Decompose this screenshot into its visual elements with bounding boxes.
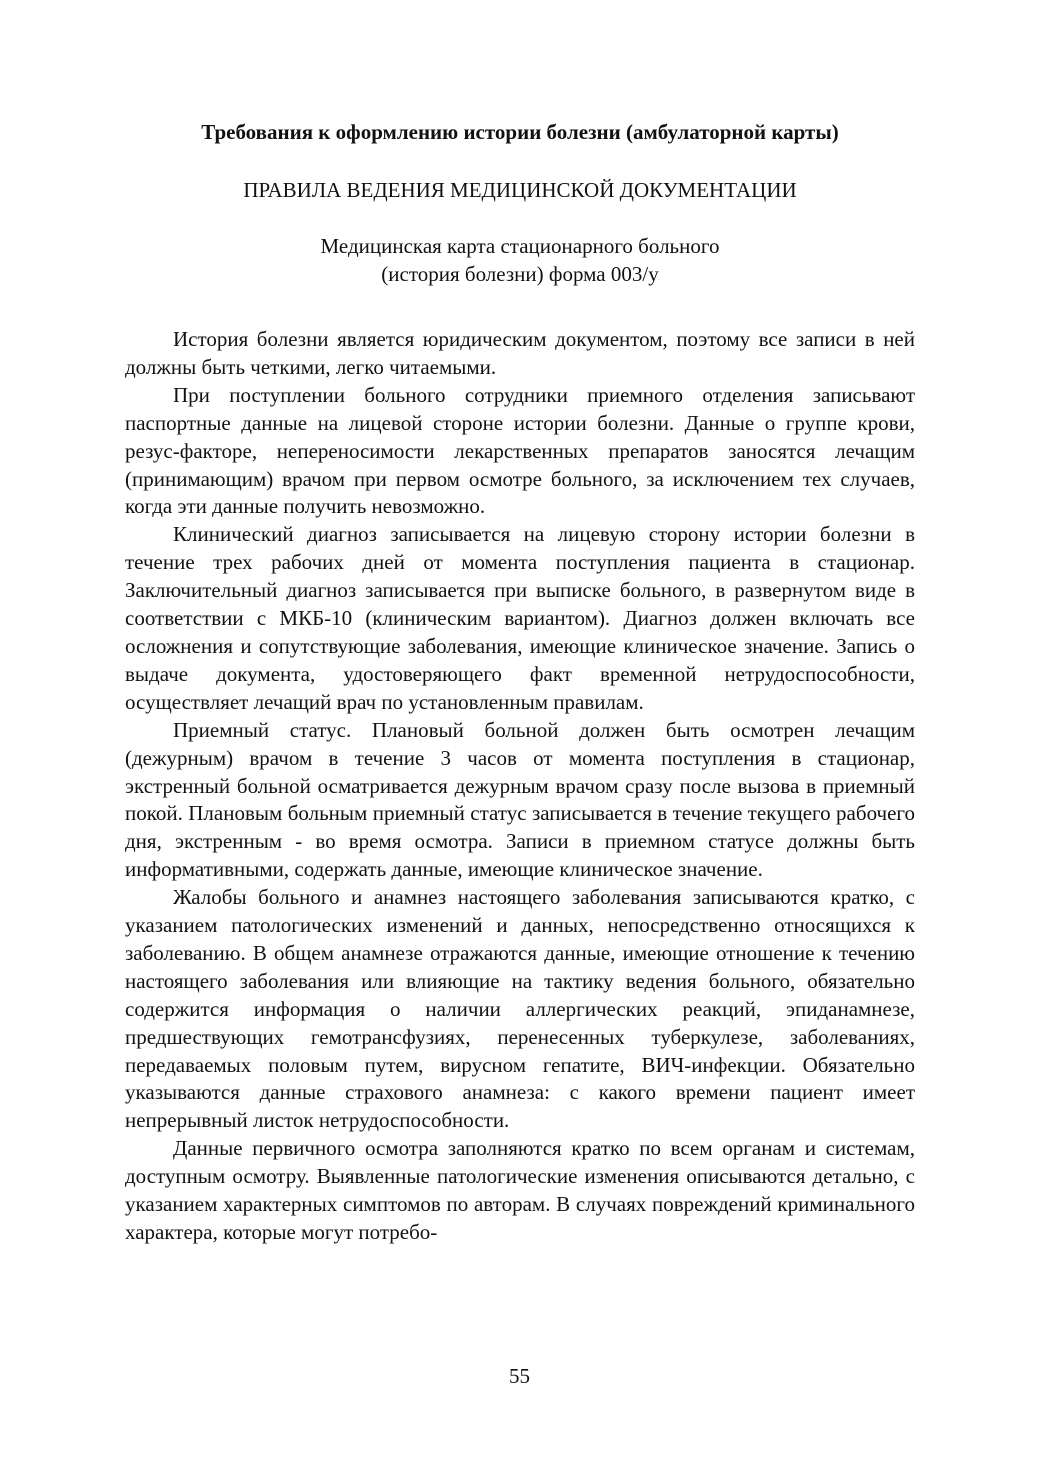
subtitle-line-1: Медицинская карта стационарного больного: [320, 234, 720, 258]
paragraph: История болезни является юридическим документом, поэтому все записи в ней должны быть четкими, легко читаемыми.: [125, 327, 915, 379]
document-page: [125, 118, 915, 1247]
body-text: [125, 326, 915, 1247]
paragraph: Жалобы больного и анамнез настоящего заболевания записываются кратко, с указанием патологических изменений и данных, непосредственно относящихся к заболеванию. В общем анамнезе отражаются данные, имеющие отношение к течению настоящего заболевания или влияющие на тактику ведения больного, обязательно содержится информация о наличии аллергических реакций, эпиданамнезе, предшествующих гемотрансфузиях, перенесенных туберкулезе, заболеваниях, передаваемых половым путем, вирусном гепатите, ВИЧ-инфекции. Обязательно указываются данные страхового анамнеза: с какого времени пациент имеет непрерывный листок нетрудоспособности.: [125, 885, 915, 1133]
paragraph: Приемный статус. Плановый больной должен быть осмотрен лечащим (дежурным) врачом в течение 3 часов от момента поступления в стационар, экстренный больной осматривается дежурным врачом сразу после вызова в приемный покой. Плановым больным приемный статус записывается в течение текущего рабочего дня, экстренным - во время осмотра. Записи в приемном статусе должны быть информативными, содержать данные, имеющие клиническое значение.: [125, 717, 915, 882]
section-title: ПРАВИЛА ВЕДЕНИЯ МЕДИЦИНСКОЙ ДОКУМЕНТАЦИИ: [243, 178, 797, 202]
document-heading: Требования к оформлению истории болезни (амбулаторной карты): [201, 120, 839, 144]
document-subtitle: [125, 232, 915, 288]
paragraph: При поступлении больного сотрудники приемного отделения записьвают паспортные данные на лицевой стороне истории болезни. Данные о группе крови, резус-факторе, непереносимости лекарственных препаратов заносятся лечащим (принимающим) врачом при первом осмотре больного, за исключением тех случаев, когда эти данные получить невозможно.: [125, 382, 915, 519]
page-number: 55: [509, 1364, 530, 1388]
paragraph: Клинический диагноз записывается на лицевую сторону истории болезни в течение трех рабочих дней от момента поступления пациента в стационар. Заключительный диагноз записывается при выписке больного, в развернутом виде в соответствии с МКБ-10 (клиническим вариантом). Диагноз должен включать все осложнения и сопутствующие заболевания, имеющие клиническое значение. Запись о выдаче документа, удостоверяющего факт временной нетрудоспособности, осуществляет лечащий врач по установленным правилам.: [125, 522, 915, 714]
paragraph: Данные первичного осмотра заполняются кратко по всем органам и системам, доступным осмотру. Выявленные патологические изменения описываются детально, с указанием характерных симптомов по авторам. В случаях повреждений криминального характера, которые могут потребо-: [125, 1136, 915, 1244]
subtitle-line-2: (история болезни) форма 003/у: [381, 262, 659, 286]
